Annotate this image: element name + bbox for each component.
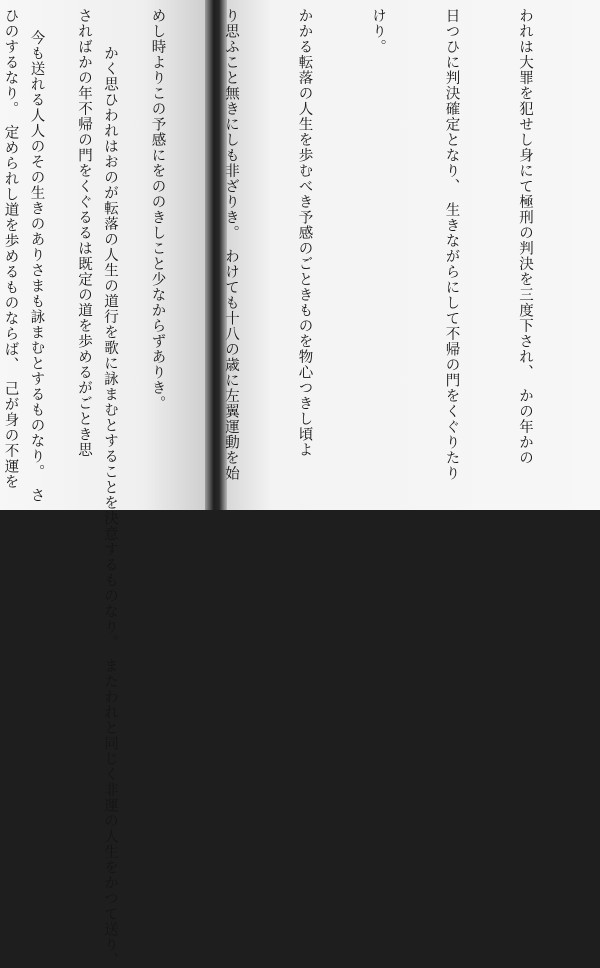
text-line: さればかの年不帰の門をくぐるるは既定の道を歩めるがごとき思 — [76, 8, 92, 458]
text-line: り思ふこと無きにしも非ざりき。 わけても十八の歳に左翼運動を始 — [223, 8, 239, 482]
text-line: 今も送れる人人のその生きのありさまも詠まむとするものなり。 さ — [28, 30, 45, 504]
text-line: けり。 — [370, 8, 386, 55]
text-line: かく思ひわれはおのが転落の人生の道行を歌に詠まむとすることを決意するものなり。 またわれと同じく非運の人生をかつて送り、 — [102, 30, 118, 968]
text-line: ひのするなり。 定められし道を歩めるものならば、 己が身の不運を — [2, 8, 19, 490]
text-line: 日つひに判決確定となり、 生きながらにして不帰の門をくぐりたり — [443, 8, 460, 482]
text-line: かかる転落の人生を歩むべき予感のごときものを物心つきし頃よ — [296, 8, 313, 458]
right-page-text — [0, 8, 586, 490]
text-line: めし時よりこの予感にをののきしこと少なからずありき。 — [149, 8, 166, 411]
text-line: われは大罪を犯せし身にて極刑の判決を三度下され、 かの年かの — [517, 8, 533, 466]
